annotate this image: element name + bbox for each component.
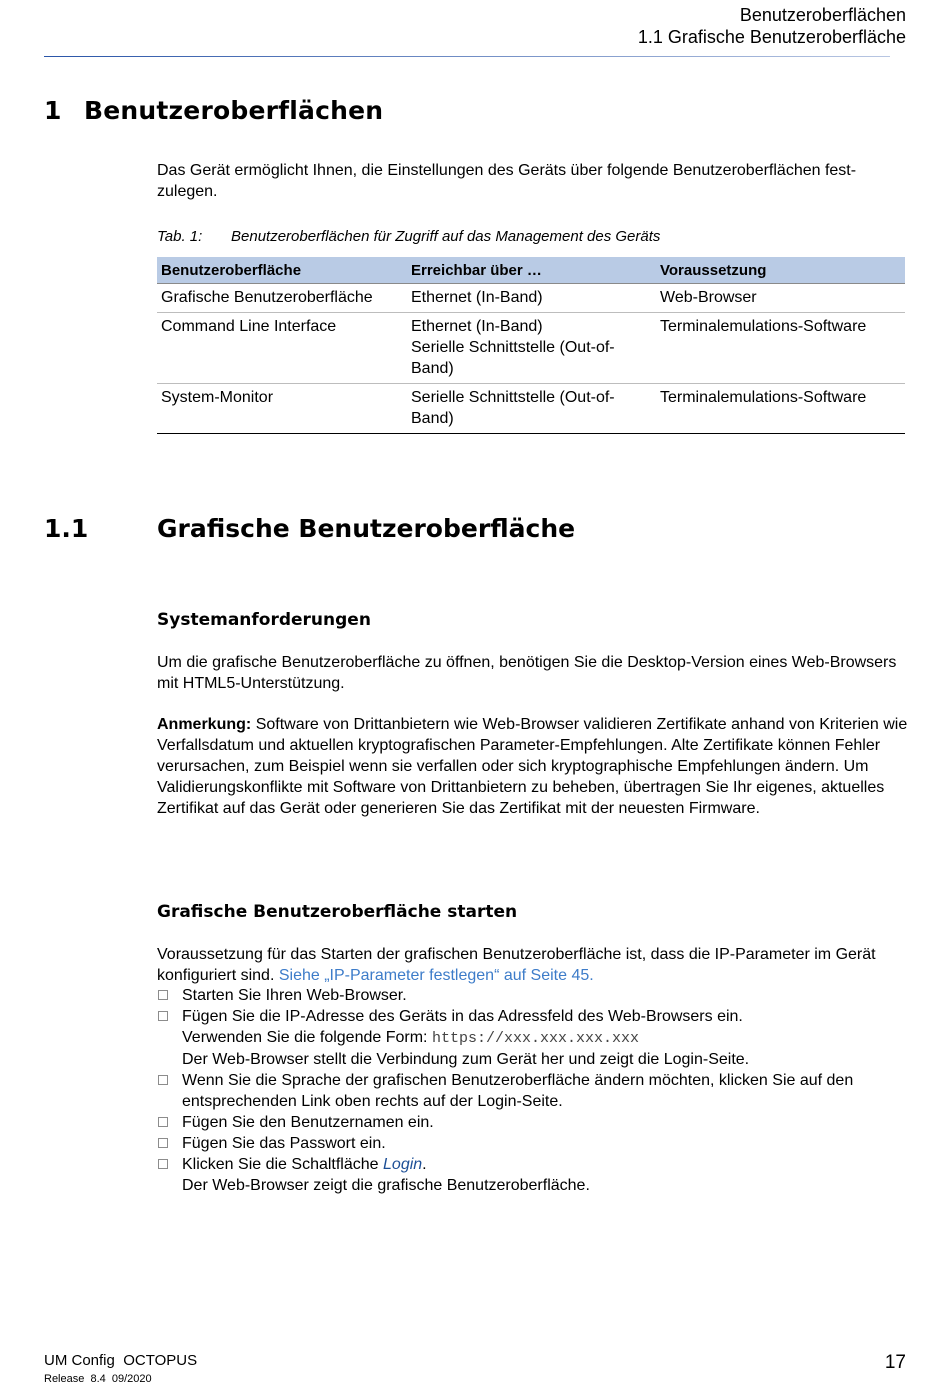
table-row (157, 284, 905, 313)
step-result: Der Web-Browser stellt die Verbindung zum Gerät her und zeigt die Login-Seite. (182, 1051, 750, 1068)
page-number: 17 (884, 1352, 906, 1373)
table-row (157, 313, 905, 384)
header-section: 1.1 Grafische Benutzeroberfläche (637, 27, 906, 47)
footer-release: Release 8.4 09/2020 (44, 1373, 152, 1385)
step-checkbox-icon (158, 1159, 168, 1169)
table-header-cell: Benutzeroberfläche (157, 257, 407, 284)
step-detail (157, 1027, 909, 1049)
step-text-end: . (422, 1156, 427, 1173)
step-checkbox-icon (158, 1075, 168, 1085)
step-text: Fügen Sie die IP-Adresse des Geräts in das Adressfeld des Web-Browsers ein. (182, 1008, 743, 1025)
step-text: Klicken Sie die Schaltfläche (182, 1156, 379, 1173)
step-text: Fügen Sie den Benutzernamen ein. (182, 1114, 434, 1131)
step-list (157, 985, 909, 1196)
table-caption-label: Tab. 1: (157, 228, 203, 245)
table-cell: Serielle Schnittstelle (Out-of-Band) (407, 384, 656, 434)
section-number: 1.1 (44, 514, 89, 543)
url-format: https://xxx.xxx.xxx.xxx (431, 1030, 639, 1047)
table-cell: Terminalemulations-Software (656, 313, 905, 384)
list-item (157, 1070, 909, 1112)
start-paragraph (157, 944, 909, 986)
intro-paragraph: Das Gerät ermöglicht Ihnen, die Einstellungen des Geräts über folgende Benutzeroberflächen fest-zulegen. (157, 162, 857, 200)
chapter-heading (44, 96, 383, 125)
table-header-row (157, 257, 905, 284)
list-item (157, 985, 909, 1006)
table-header-cell: Erreichbar über … (407, 257, 656, 284)
header-chapter: Benutzeroberflächen (739, 5, 906, 25)
note-label: Anmerkung: (157, 716, 252, 733)
list-item (157, 1006, 909, 1027)
table-cell: System-Monitor (157, 384, 407, 434)
step-checkbox-icon (158, 1138, 168, 1148)
sysreq-heading: Systemanforderungen (157, 610, 371, 630)
table-cell: Web-Browser (656, 284, 905, 313)
table-caption (157, 228, 660, 245)
table-cell: Grafische Benutzeroberfläche (157, 284, 407, 313)
step-text: Wenn Sie die Sprache der grafischen Benutzeroberfläche ändern möchten, klicken Sie auf den entsprechenden Link oben rechts auf der Login-Seite. (182, 1072, 854, 1110)
table-cell: Ethernet (In-Band) Serielle Schnittstelle (Out-of-Band) (407, 313, 656, 384)
chapter-number: 1 (44, 96, 62, 125)
list-item (157, 1112, 909, 1133)
section-heading (44, 514, 575, 543)
chapter-title: Benutzeroberflächen (84, 96, 384, 125)
note-text: Software von Drittanbietern wie Web-Browser validieren Zertifikate anhand von Kriterien wie Verfallsdatum und aktuellen kryptografischen Parameter-Empfehlungen. Alte Zertifikate können Fehler verursachen, zum Beispiel wenn sie verfallen oder sich kryptographische Empfehlungen ändern. Um Validierungskonflikte mit Software von Drittanbietern zu beheben, übertragen Sie Ihr eigenes, aktuelles Zertifikat auf das Gerät oder generieren Sie das Zertifikat mit der neuesten Firmware. (157, 716, 908, 817)
step-checkbox-icon (158, 990, 168, 1000)
sysreq-paragraph: Um die grafische Benutzeroberfläche zu öffnen, benötigen Sie die Desktop-Version eines Web-Browsers mit HTML5-Unterstützung. (157, 654, 897, 692)
step-checkbox-icon (158, 1117, 168, 1127)
table-header-cell: Voraussetzung (656, 257, 905, 284)
table-cell: Terminalemulations-Software (656, 384, 905, 434)
step-result: Der Web-Browser zeigt die grafische Benutzeroberfläche. (182, 1177, 590, 1194)
start-text: Voraussetzung für das Starten der grafischen Benutzeroberfläche ist, dass die IP-Parameter im Gerät konfiguriert sind. (157, 946, 876, 984)
table-row (157, 384, 905, 434)
login-button-reference: Login (383, 1156, 423, 1173)
ip-parameter-link[interactable]: Siehe „IP-Parameter festlegen“ auf Seite 45. (278, 967, 594, 984)
header-rule (44, 56, 890, 57)
start-heading: Grafische Benutzeroberfläche starten (157, 902, 518, 922)
running-header (638, 4, 906, 48)
form-label: Verwenden Sie die folgende Form: (182, 1029, 428, 1046)
step-text: Fügen Sie das Passwort ein. (182, 1135, 386, 1152)
section-title: Grafische Benutzeroberfläche (157, 514, 576, 543)
list-item (157, 1154, 909, 1175)
table-caption-text: Benutzeroberflächen für Zugriff auf das Management des Geräts (231, 228, 661, 245)
step-checkbox-icon (158, 1011, 168, 1021)
step-text: Starten Sie Ihren Web-Browser. (182, 987, 407, 1004)
interfaces-table (157, 257, 905, 434)
table-cell: Command Line Interface (157, 313, 407, 384)
list-item (157, 1133, 909, 1154)
footer-document: UM Config OCTOPUS (44, 1352, 198, 1369)
table-cell: Ethernet (In-Band) (407, 284, 656, 313)
note-paragraph (157, 714, 909, 819)
